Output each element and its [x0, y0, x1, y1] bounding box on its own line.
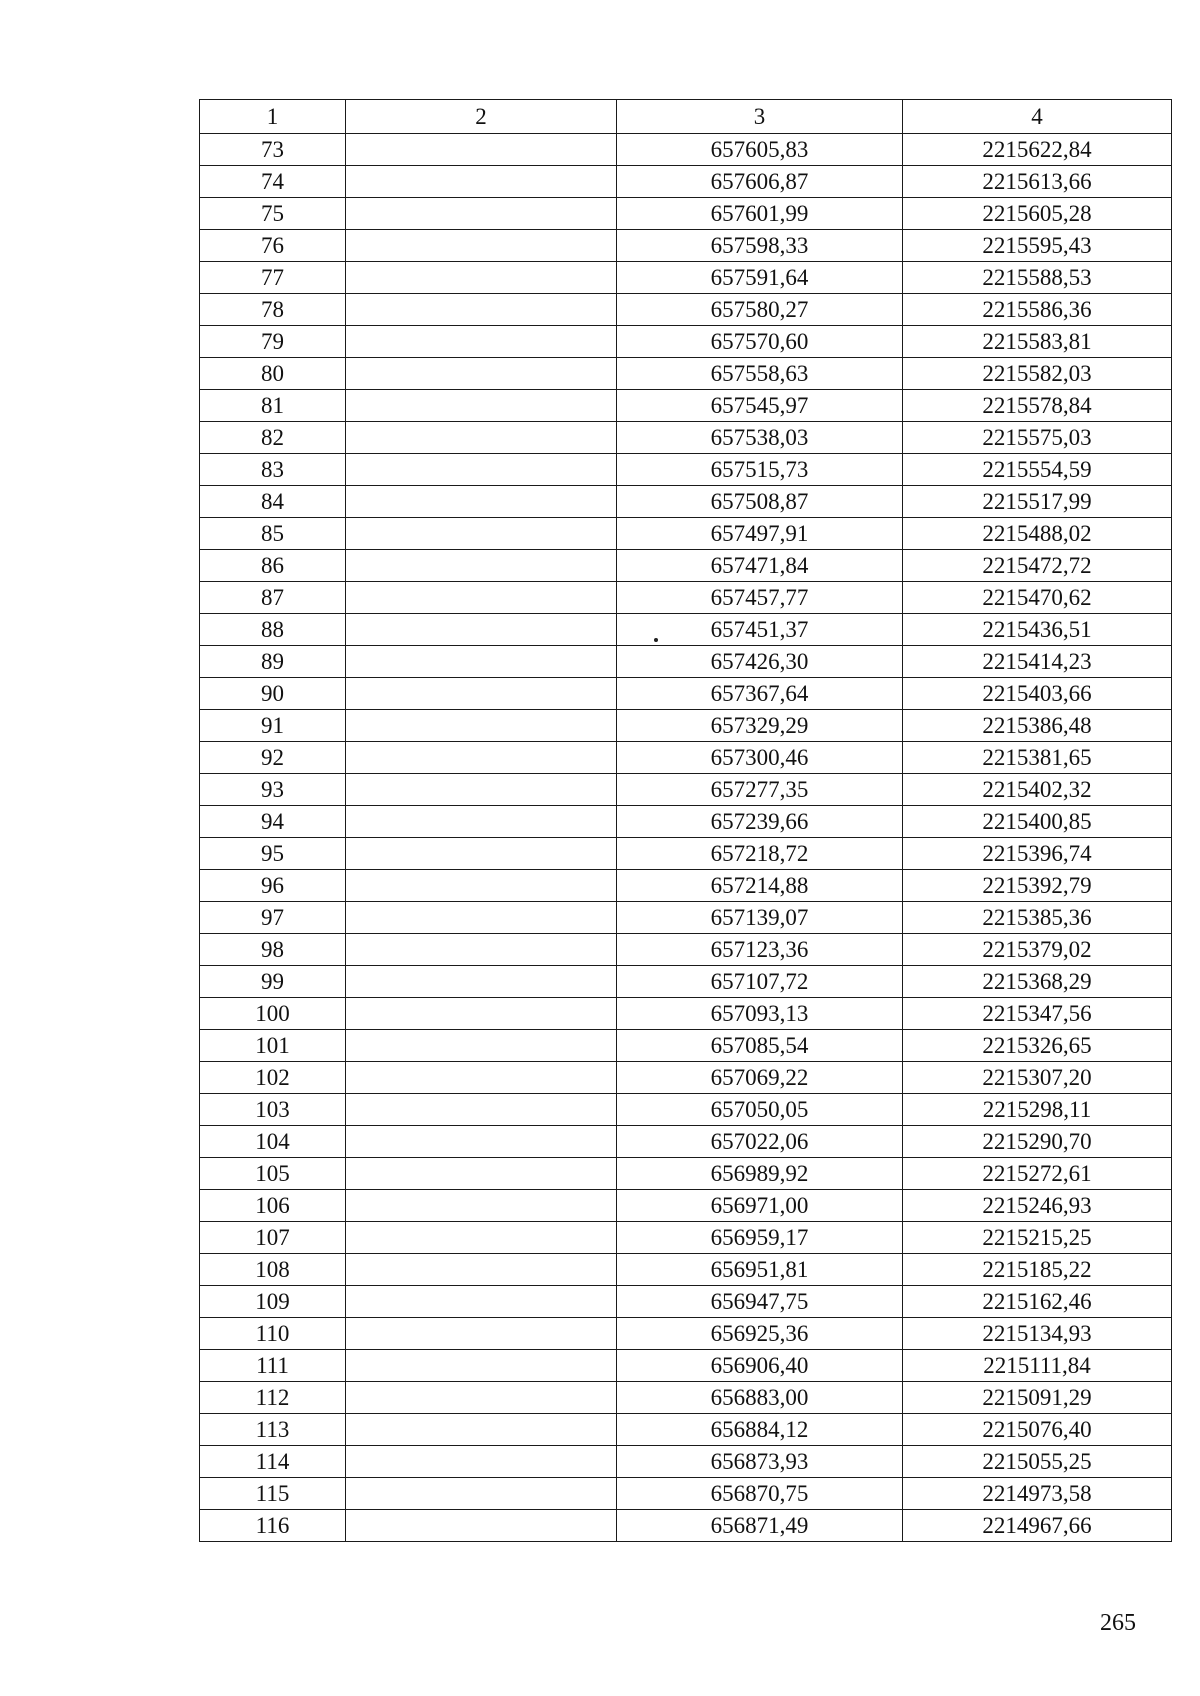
point-number-cell: 114	[200, 1446, 346, 1478]
description-cell	[346, 198, 617, 230]
y-coordinate-cell: 2215055,25	[903, 1446, 1172, 1478]
table-row	[200, 806, 1172, 838]
table-row	[200, 422, 1172, 454]
x-coordinate-cell: 657598,33	[617, 230, 903, 262]
table-row	[200, 1318, 1172, 1350]
x-coordinate-cell: 656871,49	[617, 1510, 903, 1542]
point-number-cell: 87	[200, 582, 346, 614]
y-coordinate-cell: 2215091,29	[903, 1382, 1172, 1414]
y-coordinate-cell: 2215470,62	[903, 582, 1172, 614]
point-number-cell: 97	[200, 902, 346, 934]
table-row	[200, 1478, 1172, 1510]
table-row	[200, 326, 1172, 358]
point-number-cell: 95	[200, 838, 346, 870]
table-row	[200, 166, 1172, 198]
y-coordinate-cell: 2215326,65	[903, 1030, 1172, 1062]
point-number-cell: 100	[200, 998, 346, 1030]
x-coordinate-cell: 656989,92	[617, 1158, 903, 1190]
description-cell	[346, 710, 617, 742]
x-coordinate-cell: 656883,00	[617, 1382, 903, 1414]
table-row	[200, 550, 1172, 582]
description-cell	[346, 230, 617, 262]
y-coordinate-cell: 2215578,84	[903, 390, 1172, 422]
y-coordinate-cell: 2215290,70	[903, 1126, 1172, 1158]
point-number-cell: 73	[200, 134, 346, 166]
point-number-cell: 111	[200, 1350, 346, 1382]
column-header-1: 1	[200, 100, 346, 134]
table-row	[200, 390, 1172, 422]
point-number-cell: 81	[200, 390, 346, 422]
y-coordinate-cell: 2214973,58	[903, 1478, 1172, 1510]
y-coordinate-cell: 2215472,72	[903, 550, 1172, 582]
y-coordinate-cell: 2215595,43	[903, 230, 1172, 262]
point-number-cell: 78	[200, 294, 346, 326]
x-coordinate-cell: 657277,35	[617, 774, 903, 806]
table-row	[200, 614, 1172, 646]
point-number-cell: 93	[200, 774, 346, 806]
description-cell	[346, 806, 617, 838]
table-row	[200, 518, 1172, 550]
point-number-cell: 103	[200, 1094, 346, 1126]
point-number-cell: 99	[200, 966, 346, 998]
y-coordinate-cell: 2215185,22	[903, 1254, 1172, 1286]
table-row	[200, 262, 1172, 294]
table-row	[200, 1446, 1172, 1478]
point-number-cell: 101	[200, 1030, 346, 1062]
x-coordinate-cell: 657457,77	[617, 582, 903, 614]
point-number-cell: 109	[200, 1286, 346, 1318]
description-cell	[346, 966, 617, 998]
y-coordinate-cell: 2215134,93	[903, 1318, 1172, 1350]
description-cell	[346, 1318, 617, 1350]
description-cell	[346, 1350, 617, 1382]
table-row	[200, 1286, 1172, 1318]
point-number-cell: 88	[200, 614, 346, 646]
description-cell	[346, 870, 617, 902]
x-coordinate-cell: 657214,88	[617, 870, 903, 902]
description-cell	[346, 1190, 617, 1222]
x-coordinate-cell: 657218,72	[617, 838, 903, 870]
table-row	[200, 646, 1172, 678]
table-row	[200, 710, 1172, 742]
x-coordinate-cell: 657538,03	[617, 422, 903, 454]
x-coordinate-cell: 656947,75	[617, 1286, 903, 1318]
table-header	[200, 100, 1172, 134]
point-number-cell: 76	[200, 230, 346, 262]
point-number-cell: 115	[200, 1478, 346, 1510]
column-header-3: 3	[617, 100, 903, 134]
x-coordinate-cell: 657329,29	[617, 710, 903, 742]
point-number-cell: 89	[200, 646, 346, 678]
description-cell	[346, 550, 617, 582]
point-number-cell: 107	[200, 1222, 346, 1254]
y-coordinate-cell: 2215246,93	[903, 1190, 1172, 1222]
table-row	[200, 838, 1172, 870]
x-coordinate-cell: 657591,64	[617, 262, 903, 294]
point-number-cell: 116	[200, 1510, 346, 1542]
y-coordinate-cell: 2215215,25	[903, 1222, 1172, 1254]
table-row	[200, 1382, 1172, 1414]
y-coordinate-cell: 2215381,65	[903, 742, 1172, 774]
description-cell	[346, 1030, 617, 1062]
description-cell	[346, 390, 617, 422]
x-coordinate-cell: 657471,84	[617, 550, 903, 582]
x-coordinate-cell: 656884,12	[617, 1414, 903, 1446]
y-coordinate-cell: 2215386,48	[903, 710, 1172, 742]
x-coordinate-cell: 657580,27	[617, 294, 903, 326]
x-coordinate-cell: 657123,36	[617, 934, 903, 966]
x-coordinate-cell: 657426,30	[617, 646, 903, 678]
description-cell	[346, 998, 617, 1030]
description-cell	[346, 486, 617, 518]
point-number-cell: 82	[200, 422, 346, 454]
x-coordinate-cell: 656925,36	[617, 1318, 903, 1350]
column-header-2: 2	[346, 100, 617, 134]
description-cell	[346, 454, 617, 486]
y-coordinate-cell: 2215582,03	[903, 358, 1172, 390]
column-header-4: 4	[903, 100, 1172, 134]
table-body	[200, 134, 1172, 1542]
table-row	[200, 1094, 1172, 1126]
x-coordinate-cell: 657300,46	[617, 742, 903, 774]
point-number-cell: 104	[200, 1126, 346, 1158]
x-coordinate-cell: 657497,91	[617, 518, 903, 550]
description-cell	[346, 1094, 617, 1126]
stray-mark	[654, 638, 658, 642]
x-coordinate-cell: 657545,97	[617, 390, 903, 422]
y-coordinate-cell: 2215436,51	[903, 614, 1172, 646]
table-row	[200, 678, 1172, 710]
table-row	[200, 198, 1172, 230]
x-coordinate-cell: 657022,06	[617, 1126, 903, 1158]
table-row	[200, 1158, 1172, 1190]
description-cell	[346, 1446, 617, 1478]
point-number-cell: 94	[200, 806, 346, 838]
x-coordinate-cell: 657570,60	[617, 326, 903, 358]
description-cell	[346, 1254, 617, 1286]
point-number-cell: 80	[200, 358, 346, 390]
description-cell	[346, 326, 617, 358]
point-number-cell: 90	[200, 678, 346, 710]
table-row	[200, 1510, 1172, 1542]
table-row	[200, 230, 1172, 262]
x-coordinate-cell: 657050,05	[617, 1094, 903, 1126]
x-coordinate-cell: 656906,40	[617, 1350, 903, 1382]
table-row	[200, 774, 1172, 806]
description-cell	[346, 1126, 617, 1158]
y-coordinate-cell: 2215403,66	[903, 678, 1172, 710]
point-number-cell: 108	[200, 1254, 346, 1286]
x-coordinate-cell: 657107,72	[617, 966, 903, 998]
description-cell	[346, 134, 617, 166]
y-coordinate-cell: 2215517,99	[903, 486, 1172, 518]
point-number-cell: 105	[200, 1158, 346, 1190]
point-number-cell: 110	[200, 1318, 346, 1350]
x-coordinate-cell: 657508,87	[617, 486, 903, 518]
y-coordinate-cell: 2215605,28	[903, 198, 1172, 230]
table-row	[200, 902, 1172, 934]
point-number-cell: 75	[200, 198, 346, 230]
x-coordinate-cell: 657239,66	[617, 806, 903, 838]
table-row	[200, 1062, 1172, 1094]
y-coordinate-cell: 2215162,46	[903, 1286, 1172, 1318]
coordinates-table	[199, 99, 1172, 1542]
y-coordinate-cell: 2215613,66	[903, 166, 1172, 198]
page-number: 265	[1100, 1610, 1136, 1636]
description-cell	[346, 742, 617, 774]
description-cell	[346, 902, 617, 934]
y-coordinate-cell: 2215402,32	[903, 774, 1172, 806]
table-row	[200, 294, 1172, 326]
x-coordinate-cell: 657605,83	[617, 134, 903, 166]
description-cell	[346, 262, 617, 294]
table-row	[200, 134, 1172, 166]
y-coordinate-cell: 2215379,02	[903, 934, 1172, 966]
description-cell	[346, 518, 617, 550]
y-coordinate-cell: 2215414,23	[903, 646, 1172, 678]
table-row	[200, 486, 1172, 518]
point-number-cell: 74	[200, 166, 346, 198]
header-row	[200, 100, 1172, 134]
y-coordinate-cell: 2215622,84	[903, 134, 1172, 166]
table-row	[200, 582, 1172, 614]
y-coordinate-cell: 2215307,20	[903, 1062, 1172, 1094]
point-number-cell: 91	[200, 710, 346, 742]
x-coordinate-cell: 657451,37	[617, 614, 903, 646]
y-coordinate-cell: 2215583,81	[903, 326, 1172, 358]
description-cell	[346, 582, 617, 614]
y-coordinate-cell: 2215554,59	[903, 454, 1172, 486]
table-row	[200, 1350, 1172, 1382]
description-cell	[346, 166, 617, 198]
point-number-cell: 102	[200, 1062, 346, 1094]
description-cell	[346, 1382, 617, 1414]
x-coordinate-cell: 657093,13	[617, 998, 903, 1030]
x-coordinate-cell: 657085,54	[617, 1030, 903, 1062]
description-cell	[346, 358, 617, 390]
y-coordinate-cell: 2215368,29	[903, 966, 1172, 998]
x-coordinate-cell: 657558,63	[617, 358, 903, 390]
table-row	[200, 1126, 1172, 1158]
x-coordinate-cell: 656959,17	[617, 1222, 903, 1254]
table-row	[200, 454, 1172, 486]
table-row	[200, 1222, 1172, 1254]
table-row	[200, 1414, 1172, 1446]
y-coordinate-cell: 2215575,03	[903, 422, 1172, 454]
point-number-cell: 106	[200, 1190, 346, 1222]
description-cell	[346, 646, 617, 678]
description-cell	[346, 1286, 617, 1318]
description-cell	[346, 1414, 617, 1446]
y-coordinate-cell: 2215392,79	[903, 870, 1172, 902]
point-number-cell: 86	[200, 550, 346, 582]
x-coordinate-cell: 657601,99	[617, 198, 903, 230]
description-cell	[346, 1062, 617, 1094]
table-row	[200, 742, 1172, 774]
point-number-cell: 77	[200, 262, 346, 294]
y-coordinate-cell: 2215396,74	[903, 838, 1172, 870]
point-number-cell: 112	[200, 1382, 346, 1414]
description-cell	[346, 678, 617, 710]
y-coordinate-cell: 2215400,85	[903, 806, 1172, 838]
x-coordinate-cell: 657069,22	[617, 1062, 903, 1094]
x-coordinate-cell: 657515,73	[617, 454, 903, 486]
y-coordinate-cell: 2215347,56	[903, 998, 1172, 1030]
table-row	[200, 1030, 1172, 1062]
point-number-cell: 79	[200, 326, 346, 358]
y-coordinate-cell: 2215076,40	[903, 1414, 1172, 1446]
point-number-cell: 113	[200, 1414, 346, 1446]
y-coordinate-cell: 2215385,36	[903, 902, 1172, 934]
x-coordinate-cell: 657606,87	[617, 166, 903, 198]
x-coordinate-cell: 656971,00	[617, 1190, 903, 1222]
description-cell	[346, 774, 617, 806]
y-coordinate-cell: 2215272,61	[903, 1158, 1172, 1190]
table-row	[200, 998, 1172, 1030]
point-number-cell: 83	[200, 454, 346, 486]
y-coordinate-cell: 2215586,36	[903, 294, 1172, 326]
description-cell	[346, 1222, 617, 1254]
table-row	[200, 934, 1172, 966]
x-coordinate-cell: 657367,64	[617, 678, 903, 710]
y-coordinate-cell: 2214967,66	[903, 1510, 1172, 1542]
description-cell	[346, 614, 617, 646]
table-row	[200, 358, 1172, 390]
description-cell	[346, 1158, 617, 1190]
y-coordinate-cell: 2215588,53	[903, 262, 1172, 294]
x-coordinate-cell: 656873,93	[617, 1446, 903, 1478]
point-number-cell: 84	[200, 486, 346, 518]
table-row	[200, 1190, 1172, 1222]
y-coordinate-cell: 2215111,84	[903, 1350, 1172, 1382]
table-row	[200, 1254, 1172, 1286]
point-number-cell: 98	[200, 934, 346, 966]
description-cell	[346, 1478, 617, 1510]
y-coordinate-cell: 2215298,11	[903, 1094, 1172, 1126]
table-row	[200, 966, 1172, 998]
description-cell	[346, 934, 617, 966]
description-cell	[346, 422, 617, 454]
description-cell	[346, 294, 617, 326]
x-coordinate-cell: 657139,07	[617, 902, 903, 934]
x-coordinate-cell: 656951,81	[617, 1254, 903, 1286]
description-cell	[346, 1510, 617, 1542]
point-number-cell: 92	[200, 742, 346, 774]
table-row	[200, 870, 1172, 902]
point-number-cell: 85	[200, 518, 346, 550]
description-cell	[346, 838, 617, 870]
x-coordinate-cell: 656870,75	[617, 1478, 903, 1510]
y-coordinate-cell: 2215488,02	[903, 518, 1172, 550]
point-number-cell: 96	[200, 870, 346, 902]
